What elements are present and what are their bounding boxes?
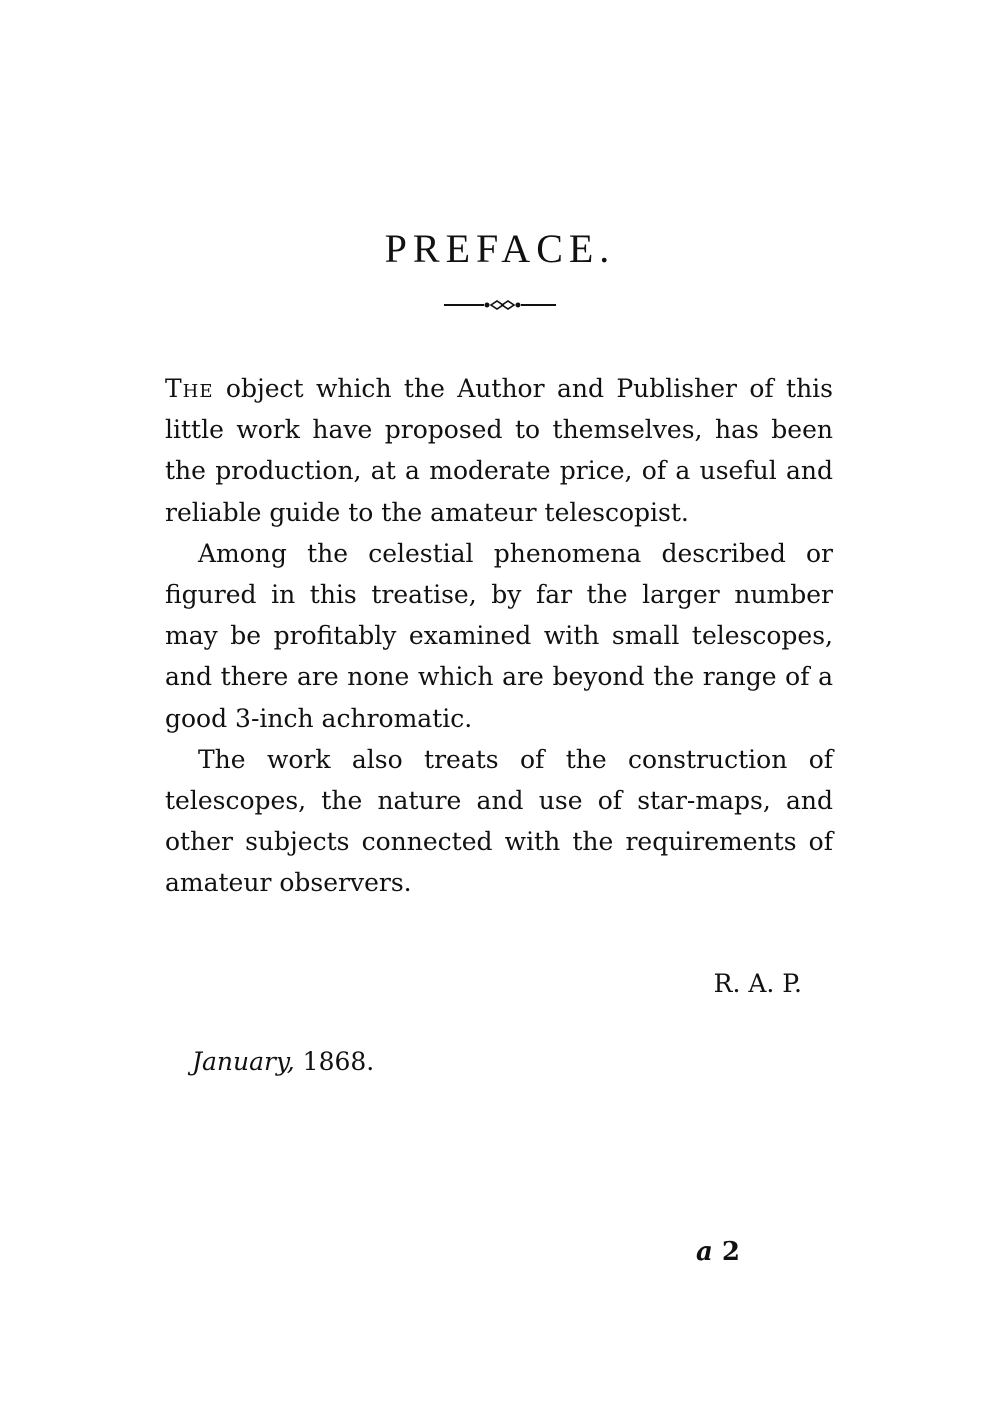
paragraph-3: The work also treats of the construction of telescopes, the nature and use of star-maps, and other subjects connected with the requirements of amateur observers. <box>165 744 833 898</box>
printer-signature-mark <box>600 1232 740 1272</box>
paragraph-2: Among the celestial phenomena described or figured in this treatise, by far the larger number may be profitably examined with small telescopes, and there are none which are beyond the range of a good 3-inch achromatic. <box>165 538 833 733</box>
dateline <box>192 1042 552 1082</box>
date-year: 1868. <box>294 1047 375 1076</box>
author-initials: R. A. P. <box>713 969 802 998</box>
preface-body <box>165 368 833 904</box>
ornamental-rule-icon <box>444 297 556 313</box>
page-title: PREFACE. <box>384 225 616 271</box>
paragraph-1 <box>165 368 833 533</box>
signature-mark-letter: a <box>695 1237 713 1267</box>
paragraph-lead-word: The <box>165 374 214 403</box>
date-month: January, <box>192 1047 295 1076</box>
signature-mark-number: 2 <box>712 1237 740 1267</box>
paragraph-text: object which the Author and Publisher of this little work have proposed to themselves, has been the production, at a moderate price, of a useful and reliable guide to the amateur telescopist. <box>165 374 833 527</box>
